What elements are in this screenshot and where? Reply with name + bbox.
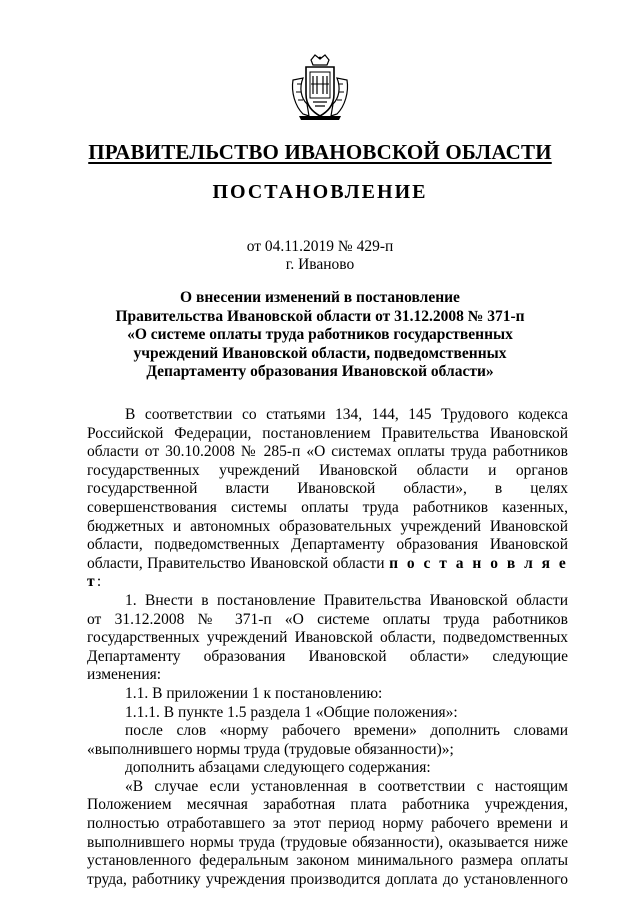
body-line: государственных учреждений Ивановской области, подведомственных [87,629,568,647]
organization-name [0,140,640,165]
body-line: совершенствования системы оплаты труда работников казенных, [87,498,568,516]
title-line: Департаменту образования Ивановской области» [146,363,494,380]
title-line: «О системе оплаты труда работников государственных [127,326,513,343]
body-line-resolves [87,555,568,592]
body-line: установленного федеральным законом минимального размера оплаты [87,852,568,870]
body-line: труда, работнику учреждения производится доплата до установленного [87,870,568,888]
coat-of-arms-icon [289,54,351,122]
document-body [87,406,568,889]
body-line: от 31.12.2008 № 371-п «О системе оплаты труда работников [87,610,568,628]
body-line: Положением месячная заработная плата работника учреждения, [87,796,568,814]
title-line: учреждений Ивановской области, подведомственных [133,344,507,362]
resolves-colon: : [96,573,102,591]
body-line: Российской Федерации, постановлением Правительства Ивановской [87,424,568,442]
coat-of-arms-emblem [289,54,351,122]
body-line: «выполнившего нормы труда (трудовые обязанности)»; [87,740,454,758]
document-type: ПОСТАНОВЛЕНИЕ [212,181,428,203]
body-line: государственных учреждений Ивановской области и органов [87,461,568,479]
body-line: 1.1.1. В пункте 1.5 раздела 1 «Общие положения»: [125,703,458,721]
date-number-block [0,238,640,274]
body-line: дополнить абзацами следующего содержания: [125,759,431,777]
body-line: Департаменту образования Ивановской области» следующие изменения: [87,647,568,684]
body-line: выполнившего нормы труда (трудовые обязанности), оказывается ниже [87,833,568,851]
body-line: «В случае если установленная в соответствии с настоящим [125,777,568,795]
document-city: г. Иваново [285,256,355,273]
body-line: 1. Внести в постановление Правительства Ивановской области [125,591,568,609]
document-date-number: от 04.11.2019 № 429-п [246,238,394,255]
title-line: О внесении изменений в постановление [180,289,460,306]
body-line: В соответствии со статьями 134, 144, 145 Трудового кодекса [125,406,568,423]
body-line: после слов «норму рабочего времени» дополнить словами [125,722,568,740]
document-title [95,289,545,382]
body-line: полностью отработавшего за этот период норму рабочего времени и [87,815,568,833]
resolves-word: п о с т а н о в л я е т [87,554,568,591]
title-line: Правительства Ивановской области от 31.12.2008 № 371-п [115,307,525,325]
body-line: области от 30.10.2008 № 285-п «О системах оплаты труда работников [87,443,568,461]
body-line-text: области, Правительство Ивановской области [87,554,390,572]
body-line: бюджетных и автономных образовательных учреждений Ивановской [87,517,568,535]
body-line: государственной власти Ивановской области», в целях [87,480,568,498]
organization-name-text: ПРАВИТЕЛЬСТВО ИВАНОВСКОЙ ОБЛАСТИ [88,140,552,164]
body-line: 1.1. В приложении 1 к постановлению: [125,684,383,702]
body-line: области, подведомственных Департаменту образования Ивановской [87,536,568,554]
